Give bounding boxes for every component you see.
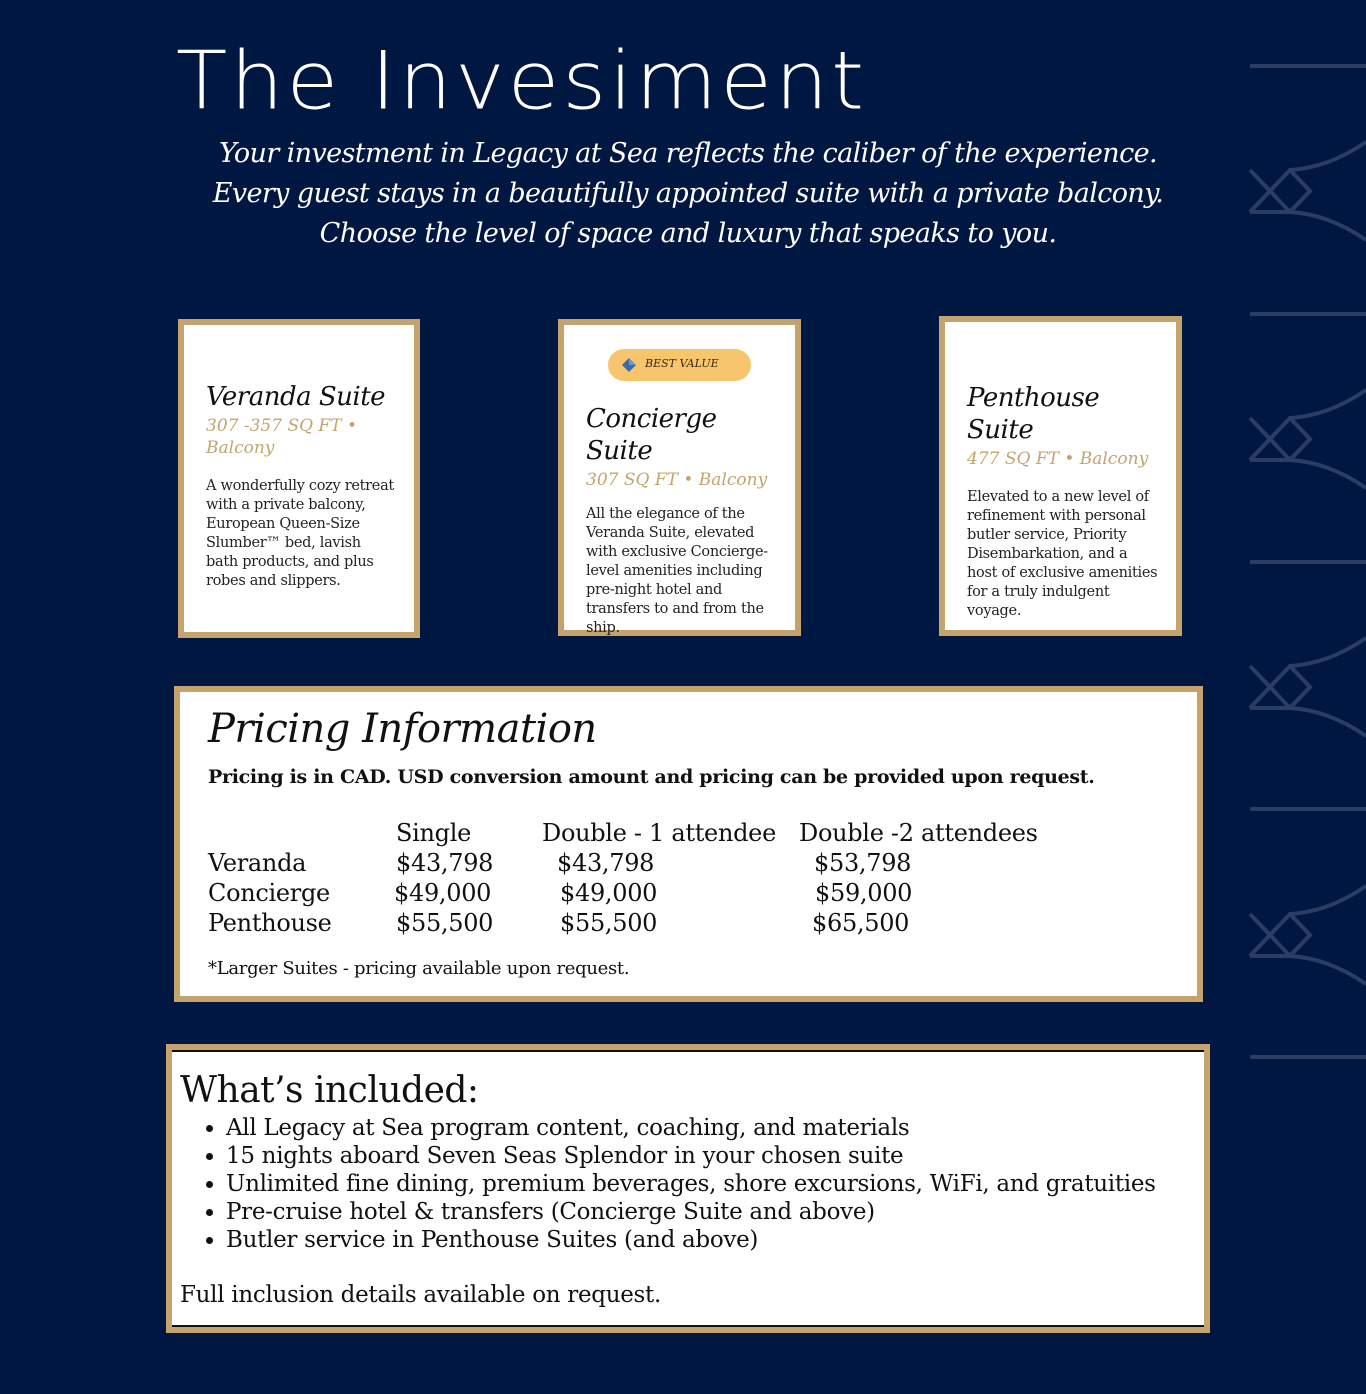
list-item: • Unlimited fine dining, premium beverages, shore excursions, WiFi, and gratuities [226, 1170, 1156, 1198]
price-column-header: Double -2 attendees [799, 819, 1038, 847]
suite-card-veranda [178, 319, 420, 638]
bottom-rule [172, 1325, 1204, 1327]
suite-description: A wonderfully cozy retreat with a private balcony, European Queen-Size Slumber™ bed, lavish bath products, and plus robes and slippers. [206, 478, 394, 589]
price-row-label: Veranda [208, 849, 307, 877]
page-title: The Invesiment [176, 34, 868, 128]
suite-card-penthouse [939, 316, 1182, 636]
list-item: • All Legacy at Sea program content, coaching, and materials [226, 1114, 1156, 1142]
included-list [180, 1114, 1156, 1254]
price-column-header: Single [396, 819, 472, 847]
price-value: $55,500 [396, 909, 494, 937]
suite-meta: 307 SQ FT • Balcony [586, 470, 768, 490]
pricing-panel [174, 686, 1203, 1002]
suite-meta: 477 SQ FT • Balcony [967, 449, 1149, 469]
price-value: $49,000 [394, 879, 492, 907]
badge-label: BEST VALUE [645, 357, 719, 370]
included-panel [166, 1044, 1210, 1333]
list-item: • Pre-cruise hotel & transfers (Concierge Suite and above) [226, 1198, 1156, 1226]
diamond-icon [622, 358, 636, 372]
price-row-label: Penthouse [208, 909, 332, 937]
price-value: $43,798 [557, 849, 655, 877]
suite-name: Concierge Suite [586, 404, 717, 466]
best-value-badge [608, 349, 751, 381]
suite-description: Elevated to a new level of refinement with personal butler service, Priority Disembarkation, and a host of exclusive amenities for a truly indulgent voyage. [967, 489, 1158, 619]
price-row-label: Concierge [208, 879, 330, 907]
price-value: $53,798 [814, 849, 912, 877]
top-rule [172, 1050, 1204, 1052]
suite-meta: 307 -357 SQ FT • Balcony [206, 416, 357, 458]
suite-name: Veranda Suite [206, 382, 386, 412]
price-value: $49,000 [560, 879, 658, 907]
included-title: What’s included: [180, 1070, 479, 1111]
intro-text: Your investment in Legacy at Sea reflects the caliber of the experience. Every guest stays in a beautifully appointed suite with a private balcony. Choose the level of space and luxury that speaks to you. [212, 138, 1164, 249]
decorative-wave-pattern [1248, 0, 1366, 1394]
included-footer: Full inclusion details available on request. [180, 1282, 661, 1308]
suite-description: All the elegance of the Veranda Suite, elevated with exclusive Concierge-level amenities including pre-night hotel and transfers to and from the ship. [586, 506, 768, 636]
suite-name: Penthouse Suite [967, 383, 1100, 445]
suite-card-concierge [558, 319, 801, 636]
price-column-header: Double - 1 attendee [542, 819, 776, 847]
price-value: $55,500 [560, 909, 658, 937]
price-value: $65,500 [812, 909, 910, 937]
price-value: $59,000 [815, 879, 913, 907]
pricing-currency-note: Pricing is in CAD. USD conversion amount and pricing can be provided upon request. [208, 766, 1095, 788]
pricing-title: Pricing Information [208, 706, 597, 752]
list-item: • Butler service in Penthouse Suites (and above) [226, 1226, 1156, 1254]
pricing-footnote: *Larger Suites - pricing available upon request. [208, 958, 630, 979]
list-item: • 15 nights aboard Seven Seas Splendor in your chosen suite [226, 1142, 1156, 1170]
price-value: $43,798 [396, 849, 494, 877]
